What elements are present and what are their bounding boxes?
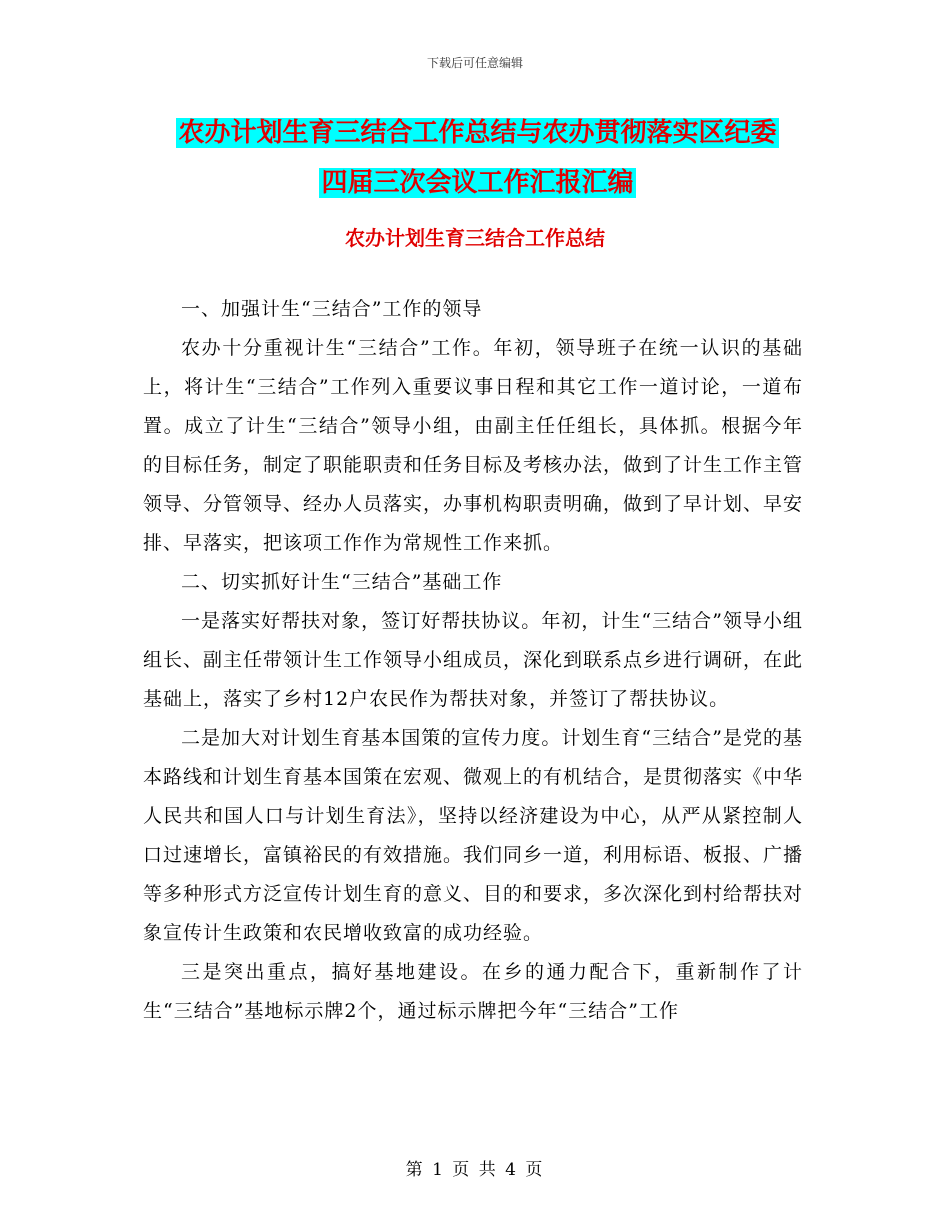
section-title: 农办计划生育三结合工作总结 [345,226,605,250]
heading-1: 一、加强计生“三结合”工作的领导 [181,298,483,320]
heading-2: 二、切实抓好计生“三结合”基础工作 [181,571,503,593]
header-note: 下载后可任意编辑 [426,56,523,70]
document-title [140,108,815,208]
paragraph: 一是落实好帮扶对象，签订好帮扶协议。年初，计生“三结合”领导小组组长、副主任带领计生工作领导小组成员，深化到联系点乡进行调研，在此基础上，落实了乡村12户农民作为帮扶对象，并签订了帮扶协议。 [143,610,804,710]
paragraph: 农办十分重视计生“三结合”工作。年初，领导班子在统一认识的基础上，将计生“三结合”工作列入重要议事日程和其它工作一道讨论，一道布置。成立了计生“三结合”领导小组，由副主任任组长，具体抓。根据今年的目标任务，制定了职能职责和任务目标及考核办法，做到了计生工作主管领导、分管领导、经办人员落实，办事机构职责明确，做到了早计划、早安排、早落实，把该项工作作为常规性工作来抓。 [143,337,804,554]
page-footer: 第 1 页 共 4 页 [405,1160,545,1180]
document-body [143,290,803,1031]
paragraph: 三是突出重点，搞好基地建设。在乡的通力配合下，重新制作了计生“三结合”基地标示牌2个，通过标示牌把今年“三结合”工作 [143,961,803,1022]
document-title-line-2: 四届三次会议工作汇报汇编 [321,168,634,198]
document-title-line-1: 农办计划生育三结合工作总结与农办贯彻落实区纪委 [178,118,777,148]
paragraph: 二是加大对计划生育基本国策的宣传力度。计划生育“三结合”是党的基本路线和计划生育基本国策在宏观、微观上的有机结合，是贯彻落实《中华人民共和国人口与计划生育法》，坚持以经济建设为中心，从严从紧控制人口过速增长，富镇裕民的有效措施。我们同乡一道，利用标语、板报、广播等多种形式方泛宣传计划生育的意义、目的和要求，多次深化到村给帮扶对象宣传计生政策和农民增收致富的成功经验。 [143,727,804,944]
